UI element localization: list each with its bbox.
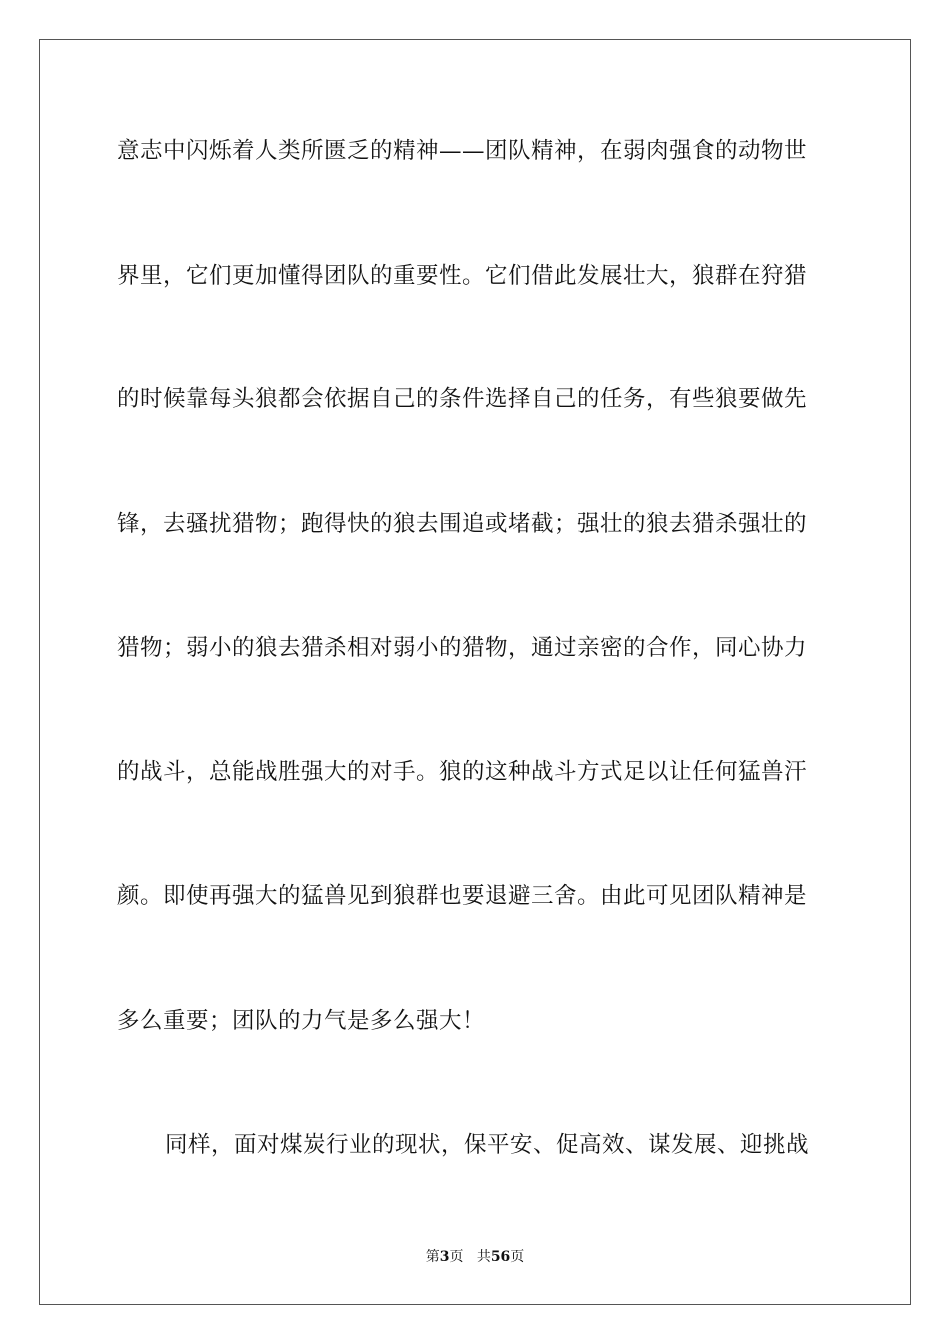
page-number: 3 (439, 1249, 450, 1265)
paragraph-line: 的时候靠每头狼都会依据自己的条件选择自己的任务，有些狼要做先 (117, 386, 808, 412)
paragraph-line: 颜。即使再强大的猛兽见到狼群也要退避三舍。由此可见团队精神是 (117, 883, 808, 909)
page-suffix: 页 (449, 1249, 464, 1265)
paragraph-line: 锋，去骚扰猎物；跑得快的狼去围追或堵截；强壮的狼去猎杀强壮的 (117, 511, 808, 537)
paragraph-line: 的战斗，总能战胜强大的对手。狼的这种战斗方式足以让任何猛兽汗 (117, 759, 808, 785)
page-border (39, 39, 911, 1305)
total-pages: 56 (490, 1249, 511, 1265)
page-prefix: 第 (425, 1249, 440, 1265)
page-footer (0, 1248, 950, 1266)
total-suffix: 页 (510, 1249, 525, 1265)
total-prefix: 共 (476, 1249, 491, 1265)
paragraph-line-indented: 同样，面对煤炭行业的现状，保平安、促高效、谋发展、迎挑战 (165, 1132, 810, 1158)
paragraph-line: 意志中闪烁着人类所匮乏的精神——团队精神，在弱肉强食的动物世 (117, 138, 808, 164)
paragraph-line: 猎物；弱小的狼去猎杀相对弱小的猎物，通过亲密的合作，同心协力 (117, 635, 808, 661)
paragraph-line: 界里，它们更加懂得团队的重要性。它们借此发展壮大，狼群在狩猎 (117, 263, 808, 289)
paragraph-line: 多么重要；团队的力气是多么强大！ (117, 1008, 486, 1034)
